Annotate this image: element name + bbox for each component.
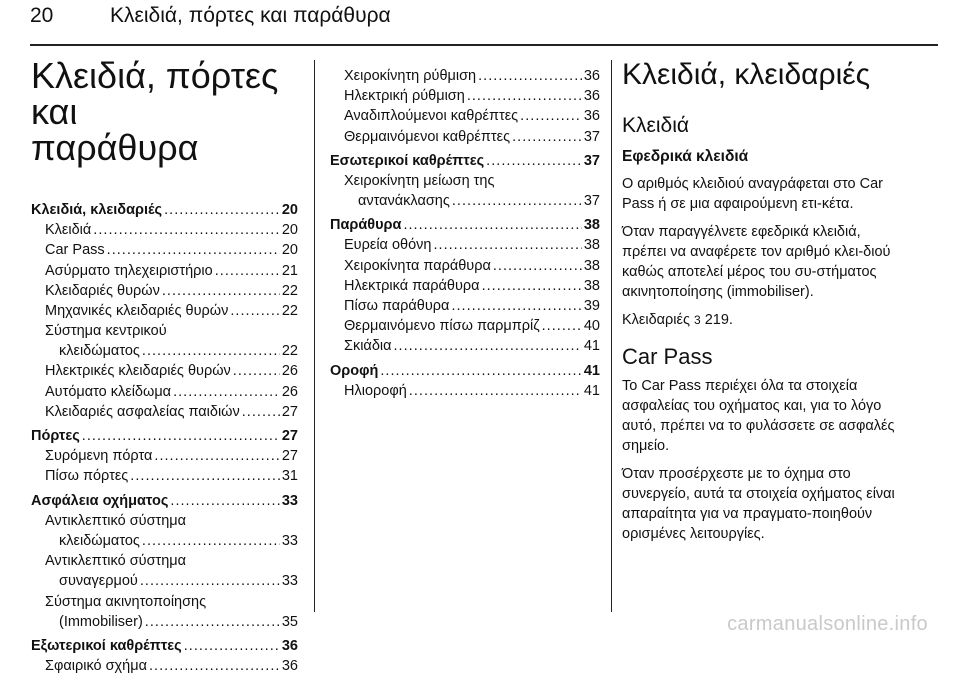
toc-leader: [542, 316, 582, 336]
toc-entry[interactable]: [31, 466, 298, 486]
subsection-title: Κλειδιά: [622, 114, 690, 137]
toc-page: 38: [583, 277, 600, 294]
toc-leader: [482, 276, 582, 296]
header-rule: [30, 44, 938, 46]
toc-section[interactable]: [31, 200, 298, 220]
toc-leader: [82, 426, 280, 446]
toc-leader: [140, 571, 280, 591]
toc-list-1: [31, 200, 298, 676]
paragraph-key-number: Ο αριθμός κλειδιού αναγράφεται στο Car Pass ή σε μια αφαιρούμενη ετι-κέτα.: [622, 176, 884, 212]
toc-page: 37: [583, 128, 600, 145]
toc-label: Αναδιπλούμενοι καθρέπτες: [344, 108, 519, 125]
toc-leader: [520, 106, 582, 126]
paragraph-carpass-service: Όταν προσέρχεστε με το όχημα στο συνεργείο, αυτά τα στοιχεία οχήματος είναι απαραίτητα για να πραγματο-ποιηθούν ορισμένες λειτουργίες.: [622, 466, 895, 542]
toc-entry[interactable]: [330, 86, 600, 106]
toc-entry[interactable]: [330, 191, 600, 211]
toc-label: Car Pass: [45, 242, 105, 259]
toc-entry[interactable]: [330, 336, 600, 356]
toc-label: Πίσω πόρτες: [45, 468, 129, 485]
toc-label: Θερμαινόμενοι καθρέπτες: [344, 128, 511, 145]
page-number: 20: [30, 4, 54, 27]
toc-entry[interactable]: [31, 240, 298, 260]
toc-label: αντανάκλασης: [358, 193, 450, 210]
toc-section[interactable]: [330, 215, 600, 235]
toc-label: Κλειδαριές ασφαλείας παιδιών: [45, 403, 240, 420]
toc-label: Θερμαινόμενο πίσω παρμπρίζ: [344, 318, 540, 335]
toc-page: 31: [281, 468, 298, 485]
toc-label: Πόρτες: [31, 428, 80, 445]
toc-label: Αντικλεπτικό σύστημα: [45, 553, 187, 570]
toc-page: 26: [281, 383, 298, 400]
toc-entry[interactable]: [31, 382, 298, 402]
toc-page: 33: [281, 573, 298, 590]
toc-leader: [452, 191, 582, 211]
toc-label: Οροφή: [330, 362, 379, 379]
toc-entry[interactable]: [31, 531, 298, 551]
toc-label: Παράθυρα: [330, 217, 402, 234]
toc-page: 38: [583, 257, 600, 274]
toc-label: (Immobiliser): [59, 613, 143, 630]
toc-page: 36: [583, 108, 600, 125]
toc-label: Χειροκίνητη μείωση της: [344, 172, 495, 189]
toc-leader: [409, 381, 582, 401]
toc-label: Αυτόματο κλείδωμα: [45, 383, 172, 400]
toc-leader: [233, 361, 280, 381]
toc-page: 38: [583, 217, 600, 234]
toc-leader: [142, 341, 280, 361]
toc-entry[interactable]: [31, 341, 298, 361]
toc-entry[interactable]: [31, 402, 298, 422]
toc-label: Πίσω παράθυρα: [344, 298, 450, 315]
toc-page: 22: [281, 282, 298, 299]
toc-label: Κλειδαριές θυρών: [45, 282, 160, 299]
toc-label: Κλειδιά, κλειδαριές: [31, 201, 163, 218]
watermark: carmanualsonline.info: [727, 613, 928, 635]
toc-leader: [93, 220, 280, 240]
toc-entry[interactable]: [31, 220, 298, 240]
toc-page: 37: [583, 193, 600, 210]
content-column: [622, 58, 902, 552]
toc-page: 41: [583, 338, 600, 355]
toc-page: 20: [281, 222, 298, 239]
toc-leader: [467, 86, 582, 106]
carpass-title: Car Pass: [622, 344, 713, 369]
toc-leader: [154, 446, 279, 466]
toc-page: 33: [281, 492, 298, 509]
toc-page: 41: [583, 362, 600, 379]
toc-leader: [242, 402, 280, 422]
running-title: Κλειδιά, πόρτες και παράθυρα: [110, 4, 391, 27]
toc-label: συναγερμού: [59, 573, 138, 590]
toc-entry[interactable]: [31, 551, 298, 571]
toc-entry[interactable]: [31, 362, 298, 382]
toc-label: Αντικλεπτικό σύστημα: [45, 512, 187, 529]
toc-leader: [478, 66, 582, 86]
toc-column-1: [31, 55, 298, 676]
toc-entry[interactable]: [330, 256, 600, 276]
toc-page: 35: [281, 613, 298, 630]
toc-leader: [184, 636, 280, 656]
toc-entry[interactable]: [330, 127, 600, 147]
toc-page: 41: [583, 382, 600, 399]
toc-leader: [394, 336, 582, 356]
toc-label: Σφαιρικό σχήμα: [45, 658, 147, 675]
toc-page: 27: [281, 428, 298, 445]
toc-entry[interactable]: [31, 321, 298, 341]
toc-label: Ηλιοροφή: [344, 382, 407, 399]
toc-page: 20: [281, 201, 298, 218]
toc-page: 21: [281, 262, 298, 279]
toc-label: Κλειδιά: [45, 222, 92, 239]
toc-entry[interactable]: [31, 571, 298, 591]
toc-label: Εξωτερικοί καθρέπτες: [31, 637, 182, 654]
paragraph-spare-keys: Όταν παραγγέλνετε εφεδρικά κλειδιά, πρέπει να αναφέρετε τον αριθμό κλει-διού καθώς αποτελεί μέρος του συ-στήματος ακινητοποίησης (immobiliser).: [622, 224, 891, 300]
toc-list-2: [330, 66, 600, 401]
toc-leader: [142, 531, 280, 551]
toc-page: 36: [583, 88, 600, 105]
toc-entry[interactable]: [330, 236, 600, 256]
toc-label: κλειδώματος: [59, 343, 140, 360]
toc-entry[interactable]: [31, 612, 298, 632]
page-header: [0, 0, 960, 44]
toc-entry[interactable]: [330, 276, 600, 296]
toc-leader: [215, 261, 280, 281]
chapter-title-line1: Κλειδιά, πόρτες και: [31, 55, 279, 132]
toc-label: Εσωτερικοί καθρέπτες: [330, 152, 485, 169]
toc-leader: [451, 296, 581, 316]
toc-label: Ασύρματο τηλεχειριστήριο: [45, 262, 213, 279]
toc-entry[interactable]: [31, 592, 298, 612]
toc-entry[interactable]: [31, 446, 298, 466]
toc-section[interactable]: [330, 361, 600, 381]
toc-leader: [130, 466, 280, 486]
toc-page: 40: [583, 318, 600, 335]
toc-page: 20: [281, 242, 298, 259]
cross-reference-text: Κλειδαριές: [622, 312, 690, 328]
toc-label: Ηλεκτρική ρύθμιση: [344, 88, 465, 105]
toc-section[interactable]: [31, 636, 298, 656]
toc-leader: [162, 281, 280, 301]
toc-page: 33: [281, 532, 298, 549]
chapter-title-line2: παράθυρα: [31, 127, 199, 168]
toc-label: Σκιάδια: [344, 338, 392, 355]
toc-leader: [512, 127, 582, 147]
toc-entry[interactable]: [330, 106, 600, 126]
toc-page: 39: [583, 298, 600, 315]
toc-entry[interactable]: [330, 316, 600, 336]
toc-label: Μηχανικές κλειδαριές θυρών: [45, 302, 229, 319]
toc-entry[interactable]: [31, 511, 298, 531]
toc-label: κλειδώματος: [59, 532, 140, 549]
toc-label: Συρόμενη πόρτα: [45, 448, 153, 465]
toc-label: Χειροκίνητα παράθυρα: [344, 257, 491, 274]
toc-entry[interactable]: [31, 301, 298, 321]
chapter-title: [31, 55, 298, 168]
toc-page: 38: [583, 237, 600, 254]
cross-reference-page: 219.: [704, 312, 733, 328]
toc-leader: [173, 382, 280, 402]
toc-section[interactable]: [31, 426, 298, 446]
toc-label: Ασφάλεια οχήματος: [31, 492, 169, 509]
toc-page: 36: [583, 67, 600, 84]
toc-label: Σύστημα κεντρικού: [45, 323, 167, 340]
toc-leader: [230, 301, 280, 321]
toc-page: 26: [281, 363, 298, 380]
paragraph-carpass-contents: Το Car Pass περιέχει όλα τα στοιχεία ασφαλείας του οχήματος και, για το λόγο αυτό, πρέπει να το φυλάσσετε σε ασφαλές σημείο.: [622, 378, 895, 454]
toc-section[interactable]: [31, 491, 298, 511]
toc-leader: [403, 215, 581, 235]
toc-entry[interactable]: [330, 381, 600, 401]
toc-section[interactable]: [330, 151, 600, 171]
toc-label: Ηλεκτρικές κλειδαριές θυρών: [45, 363, 231, 380]
toc-leader: [145, 612, 280, 632]
toc-page: 27: [281, 403, 298, 420]
toc-label: Ευρεία οθόνη: [344, 237, 432, 254]
toc-entry[interactable]: [330, 66, 600, 86]
toc-leader: [493, 256, 582, 276]
column-divider-1: [314, 60, 315, 612]
column-divider-2: [611, 60, 612, 612]
toc-label: Σύστημα ακινητοποίησης: [45, 593, 207, 610]
toc-column-2: [330, 66, 600, 401]
section-title: Κλειδιά, κλειδαριές: [622, 58, 871, 91]
toc-page: 27: [281, 448, 298, 465]
toc-leader: [486, 151, 582, 171]
toc-leader: [170, 491, 279, 511]
toc-page: 22: [281, 302, 298, 319]
toc-entry[interactable]: [330, 171, 600, 191]
toc-leader: [164, 200, 280, 220]
cross-reference[interactable]: [622, 310, 902, 330]
toc-page: 36: [281, 658, 298, 675]
toc-leader: [149, 656, 280, 676]
toc-page: 37: [583, 152, 600, 169]
toc-entry[interactable]: [31, 261, 298, 281]
toc-leader: [380, 361, 582, 381]
toc-label: Ηλεκτρικά παράθυρα: [344, 277, 480, 294]
toc-entry[interactable]: [330, 296, 600, 316]
toc-entry[interactable]: [31, 281, 298, 301]
toc-entry[interactable]: [31, 656, 298, 676]
toc-label: Χειροκίνητη ρύθμιση: [344, 67, 477, 84]
toc-page: 22: [281, 343, 298, 360]
subsubsection-title: Εφεδρικά κλειδιά: [622, 148, 749, 165]
toc-page: 36: [281, 637, 298, 654]
toc-leader: [433, 235, 581, 255]
toc-leader: [107, 240, 280, 260]
arrow-ref-icon: 3: [694, 313, 701, 327]
